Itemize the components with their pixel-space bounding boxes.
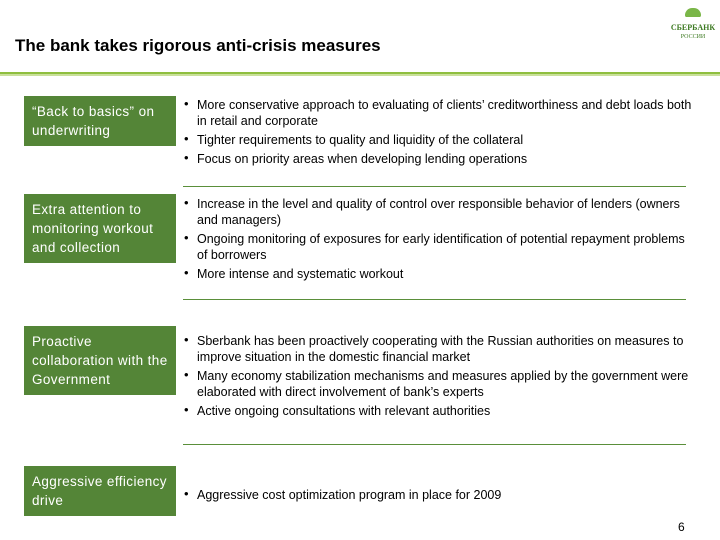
bullet-item: • Aggressive cost optimization program in place for 2009 (184, 487, 694, 503)
section-underwriting (18, 95, 692, 185)
page-title: The bank takes rigorous anti-crisis measures (15, 36, 381, 55)
bullet-list (184, 333, 694, 422)
section-efficiency (18, 466, 686, 516)
bullet-item: • More conservative approach to evaluating of clients’ creditworthiness and debt loads both in retail and corporate (184, 97, 694, 129)
section-label: “Back to basics” on underwriting (24, 96, 176, 146)
bullet-list (184, 487, 694, 506)
bullet-item: • Tighter requirements to quality and liquidity of the collateral (184, 132, 694, 148)
bullet-item: • Active ongoing consultations with relevant authorities (184, 403, 694, 419)
bullet-item: • Focus on priority areas when developing lending operations (184, 151, 694, 167)
bullet-item: • Sberbank has been proactively cooperating with the Russian authorities on measures to improve situation in the domestic financial market (184, 333, 694, 365)
section-government (18, 333, 689, 443)
bullet-item: • Ongoing monitoring of exposures for early identification of potential repayment problems of borrowers (184, 231, 694, 263)
section-divider (183, 299, 686, 300)
section-divider (183, 186, 686, 187)
bullet-item: • Many economy stabilization mechanisms and measures applied by the government were elaborated with direct involvement of bank’s experts (184, 368, 694, 400)
bank-logo (670, 8, 716, 42)
section-label: Extra attention to monitoring workout and collection (24, 194, 176, 263)
logo-country: РОССИИ (680, 34, 706, 40)
bullet-list (184, 97, 694, 170)
bullet-item: • Increase in the level and quality of control over responsible behavior of lenders (owners and managers) (184, 196, 694, 228)
section-divider (183, 444, 686, 445)
section-monitoring (18, 194, 686, 294)
logo-emblem-icon (685, 8, 701, 17)
page-number: 6 (678, 520, 685, 534)
title-underline (0, 72, 720, 76)
bullet-list (184, 196, 694, 285)
section-label: Proactive collaboration with the Government (24, 326, 176, 395)
section-label: Aggressive efficiency drive (24, 466, 176, 516)
bullet-item: • More intense and systematic workout (184, 266, 694, 282)
logo-name: СБЕРБАНК (670, 23, 716, 32)
